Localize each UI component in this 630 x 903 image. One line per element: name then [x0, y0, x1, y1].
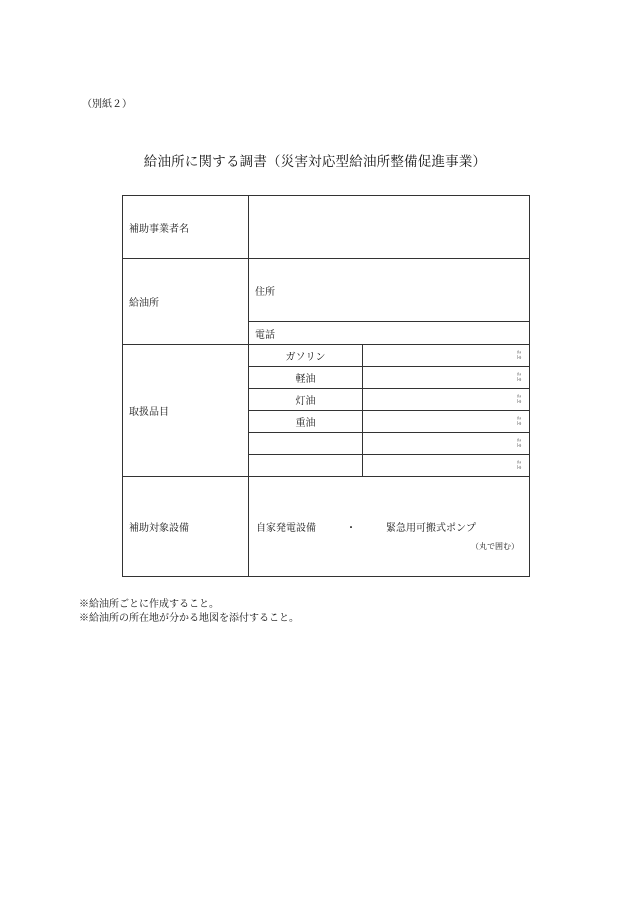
product-row [123, 345, 530, 367]
equipment-separator: ・ [346, 523, 356, 534]
product-volume-cell[interactable] [363, 345, 530, 367]
product-volume-cell[interactable] [363, 433, 530, 455]
applicant-label: 補助事業者名 [123, 196, 249, 259]
address-label: 住所 [249, 259, 530, 322]
product-name: ガソリン [249, 345, 363, 367]
unit-label: ﾘｯﾄﾙ [516, 394, 522, 405]
product-name: 重油 [249, 411, 363, 433]
unit-label: ﾘｯﾄﾙ [516, 372, 522, 383]
circle-instruction: （丸で囲む） [471, 542, 519, 551]
equipment-option-pump[interactable]: 緊急用可搬式ポンプ [386, 523, 476, 534]
document-title: 給油所に関する調書（災害対応型給油所整備促進事業） [143, 154, 487, 170]
phone-label: 電話 [249, 322, 530, 345]
equipment-cell [249, 477, 530, 577]
product-name[interactable] [249, 433, 363, 455]
note-line: ※給油所の所在地が分かる地図を添付すること。 [79, 613, 299, 624]
unit-label: ﾘｯﾄﾙ [516, 416, 522, 427]
product-volume-cell[interactable] [363, 455, 530, 477]
product-volume-cell[interactable] [363, 367, 530, 389]
unit-label: ﾘｯﾄﾙ [516, 438, 522, 449]
product-name: 灯油 [249, 389, 363, 411]
survey-table [122, 195, 530, 577]
unit-label: ﾘｯﾄﾙ [516, 460, 522, 471]
annex-label: （別紙２） [82, 99, 132, 110]
product-name: 軽油 [249, 367, 363, 389]
equipment-label: 補助対象設備 [123, 477, 249, 577]
note-line: ※給油所ごとに作成すること。 [79, 599, 219, 610]
station-label: 給油所 [123, 259, 249, 345]
equipment-options [256, 519, 476, 534]
applicant-row [123, 196, 530, 259]
products-label: 取扱品目 [123, 345, 249, 477]
equipment-option-generator[interactable]: 自家発電設備 [256, 523, 316, 534]
product-volume-cell[interactable] [363, 389, 530, 411]
product-name[interactable] [249, 455, 363, 477]
applicant-value-cell[interactable] [249, 196, 530, 259]
equipment-row [123, 477, 530, 577]
station-address-row [123, 259, 530, 322]
unit-label: ﾘｯﾄﾙ [516, 350, 522, 361]
product-volume-cell[interactable] [363, 411, 530, 433]
